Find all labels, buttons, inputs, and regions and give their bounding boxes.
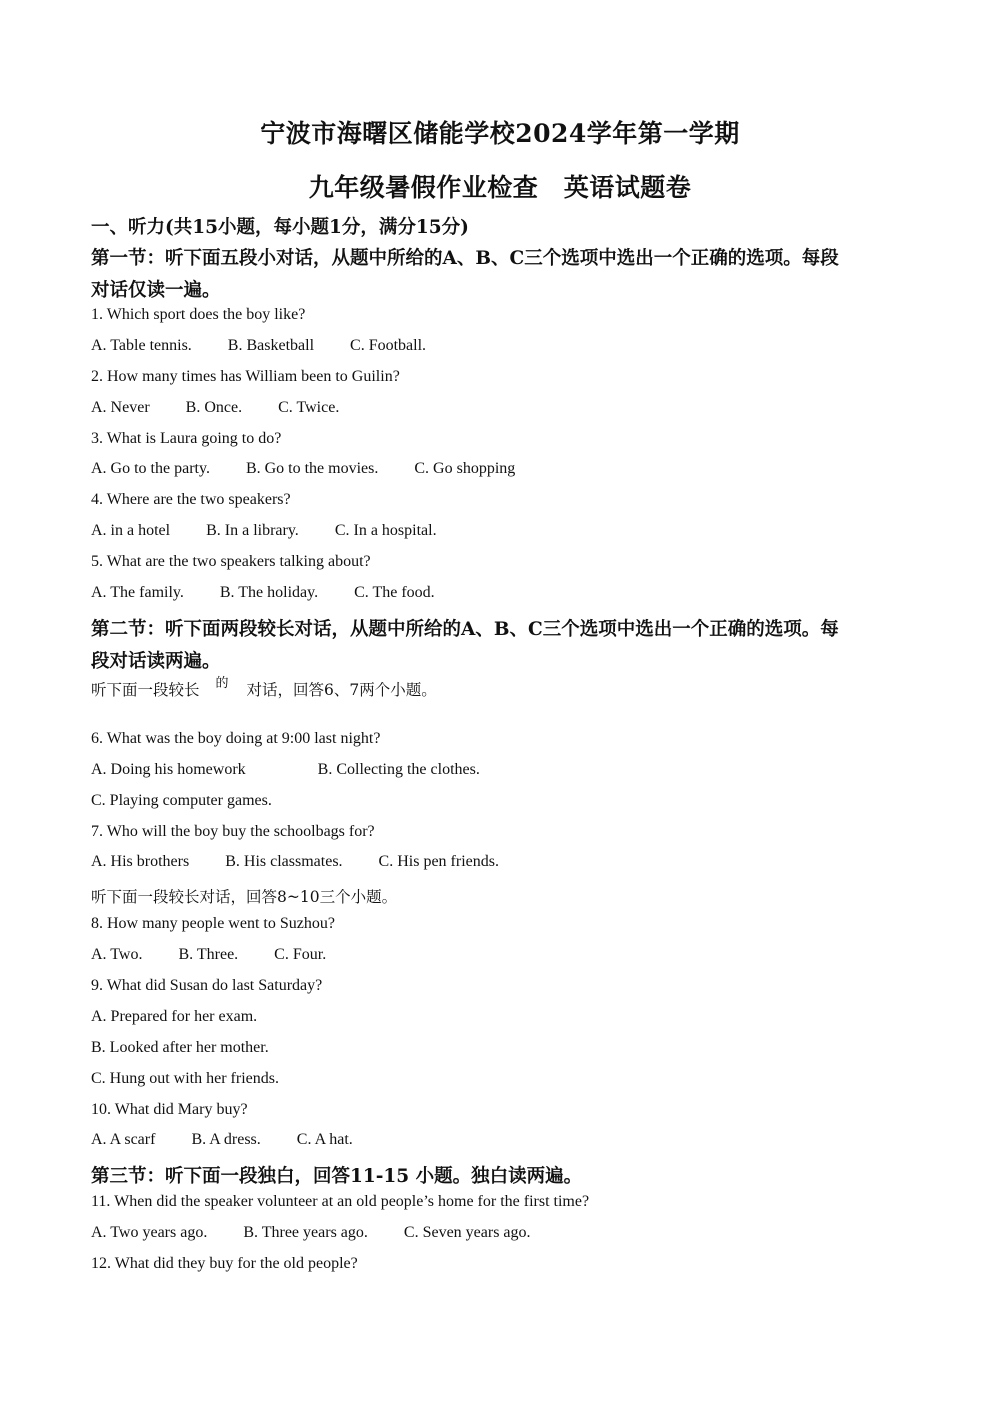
option-a: A. The family. (91, 584, 184, 601)
sub-instruction-text-b: 的 (215, 676, 229, 691)
option-a: A. in a hotel (91, 522, 171, 539)
question-11-options (91, 1224, 531, 1242)
option-b: B. His classmates. (225, 853, 343, 870)
option-a: A. Two. (91, 946, 143, 963)
option-b: B. A dress. (191, 1131, 261, 1148)
option-b: B. Basketball (227, 337, 315, 354)
question-4-options (91, 522, 437, 540)
option-a: A. Doing his homework (91, 761, 246, 778)
question-4: 4. Where are the two speakers? (91, 491, 291, 508)
option-a: A. His brothers (91, 853, 190, 870)
option-b: B. Once. (185, 399, 243, 416)
option-c: C. His pen friends. (378, 853, 499, 870)
part1-instruction-line1: 第一节：听下面五段小对话，从题中所给的A、B、C三个选项中选出一个正确的选项。每段 (91, 248, 839, 269)
option-c: C. Football. (350, 337, 427, 354)
question-10-options (91, 1131, 353, 1149)
question-7: 7. Who will the boy buy the schoolbags for? (91, 823, 375, 840)
question-1: 1. Which sport does the boy like? (91, 306, 306, 323)
question-1-options (91, 337, 426, 355)
question-10: 10. What did Mary buy? (91, 1101, 248, 1118)
option-c: C. A hat. (296, 1131, 353, 1148)
option-b: B. Collecting the clothes. (317, 761, 480, 778)
option-b: B. Go to the movies. (245, 460, 379, 477)
sub-instruction-text-c: 对话，回答6、7两个小题。 (246, 681, 437, 699)
option-a: A. Go to the party. (91, 460, 210, 477)
sub-instruction-text-a: 听下面一段较长 (91, 681, 200, 699)
part3-instruction: 第三节：听下面一段独白，回答11-15 小题。独白读两遍。 (91, 1166, 583, 1187)
question-6-options-ab (91, 761, 480, 779)
question-3: 3. What is Laura going to do? (91, 430, 282, 447)
question-2: 2. How many times has William been to Guilin? (91, 368, 400, 385)
section-heading-listening: 一、听力(共15小题，每小题1分，满分15分) (91, 217, 469, 238)
question-3-options (91, 460, 515, 478)
exam-title-line2: 九年级暑假作业检查 英语试题卷 (308, 173, 692, 202)
question-7-options (91, 853, 499, 871)
part2-instruction-line2: 段对话读两遍。 (91, 651, 221, 672)
question-9-option-a: A. Prepared for her exam. (91, 1008, 258, 1025)
option-c: C. Four. (274, 946, 327, 963)
part1-instruction-line2: 对话仅读一遍。 (91, 280, 221, 301)
option-b: B. Three. (178, 946, 239, 963)
question-8-options (91, 946, 326, 964)
question-2-options (91, 399, 339, 417)
question-6-option-c: C. Playing computer games. (91, 792, 272, 809)
option-a: A. Table tennis. (91, 337, 192, 354)
question-9-option-b: B. Looked after her mother. (91, 1039, 269, 1056)
option-b: B. The holiday. (219, 584, 319, 601)
question-6: 6. What was the boy doing at 9:00 last night? (91, 730, 381, 747)
question-9-option-c: C. Hung out with her friends. (91, 1070, 279, 1087)
option-a: A. Never (91, 399, 150, 416)
option-a: A. A scarf (91, 1131, 156, 1148)
question-11: 11. When did the speaker volunteer at an old people’s home for the first time? (91, 1193, 590, 1210)
option-b: B. In a library. (206, 522, 299, 539)
option-c: C. Twice. (278, 399, 340, 416)
option-c: C. Seven years ago. (403, 1224, 531, 1241)
part2-sub-instruction-1 (91, 678, 437, 700)
question-5: 5. What are the two speakers talking about? (91, 553, 371, 570)
question-5-options (91, 584, 435, 602)
option-c: C. In a hospital. (334, 522, 437, 539)
option-b: B. Three years ago. (243, 1224, 368, 1241)
option-a: A. Two years ago. (91, 1224, 208, 1241)
part2-sub-instruction-2: 听下面一段较长对话，回答8~10三个小题。 (91, 888, 398, 906)
question-12: 12. What did they buy for the old people? (91, 1255, 358, 1272)
option-c: C. Go shopping (414, 460, 516, 477)
question-8: 8. How many people went to Suzhou? (91, 915, 335, 932)
part2-instruction-line1: 第二节：听下面两段较长对话，从题中所给的A、B、C三个选项中选出一个正确的选项。每 (91, 619, 839, 640)
exam-title-line1: 宁波市海曙区储能学校2024学年第一学期 (260, 119, 740, 148)
option-c: C. The food. (354, 584, 435, 601)
question-9: 9. What did Susan do last Saturday? (91, 977, 323, 994)
